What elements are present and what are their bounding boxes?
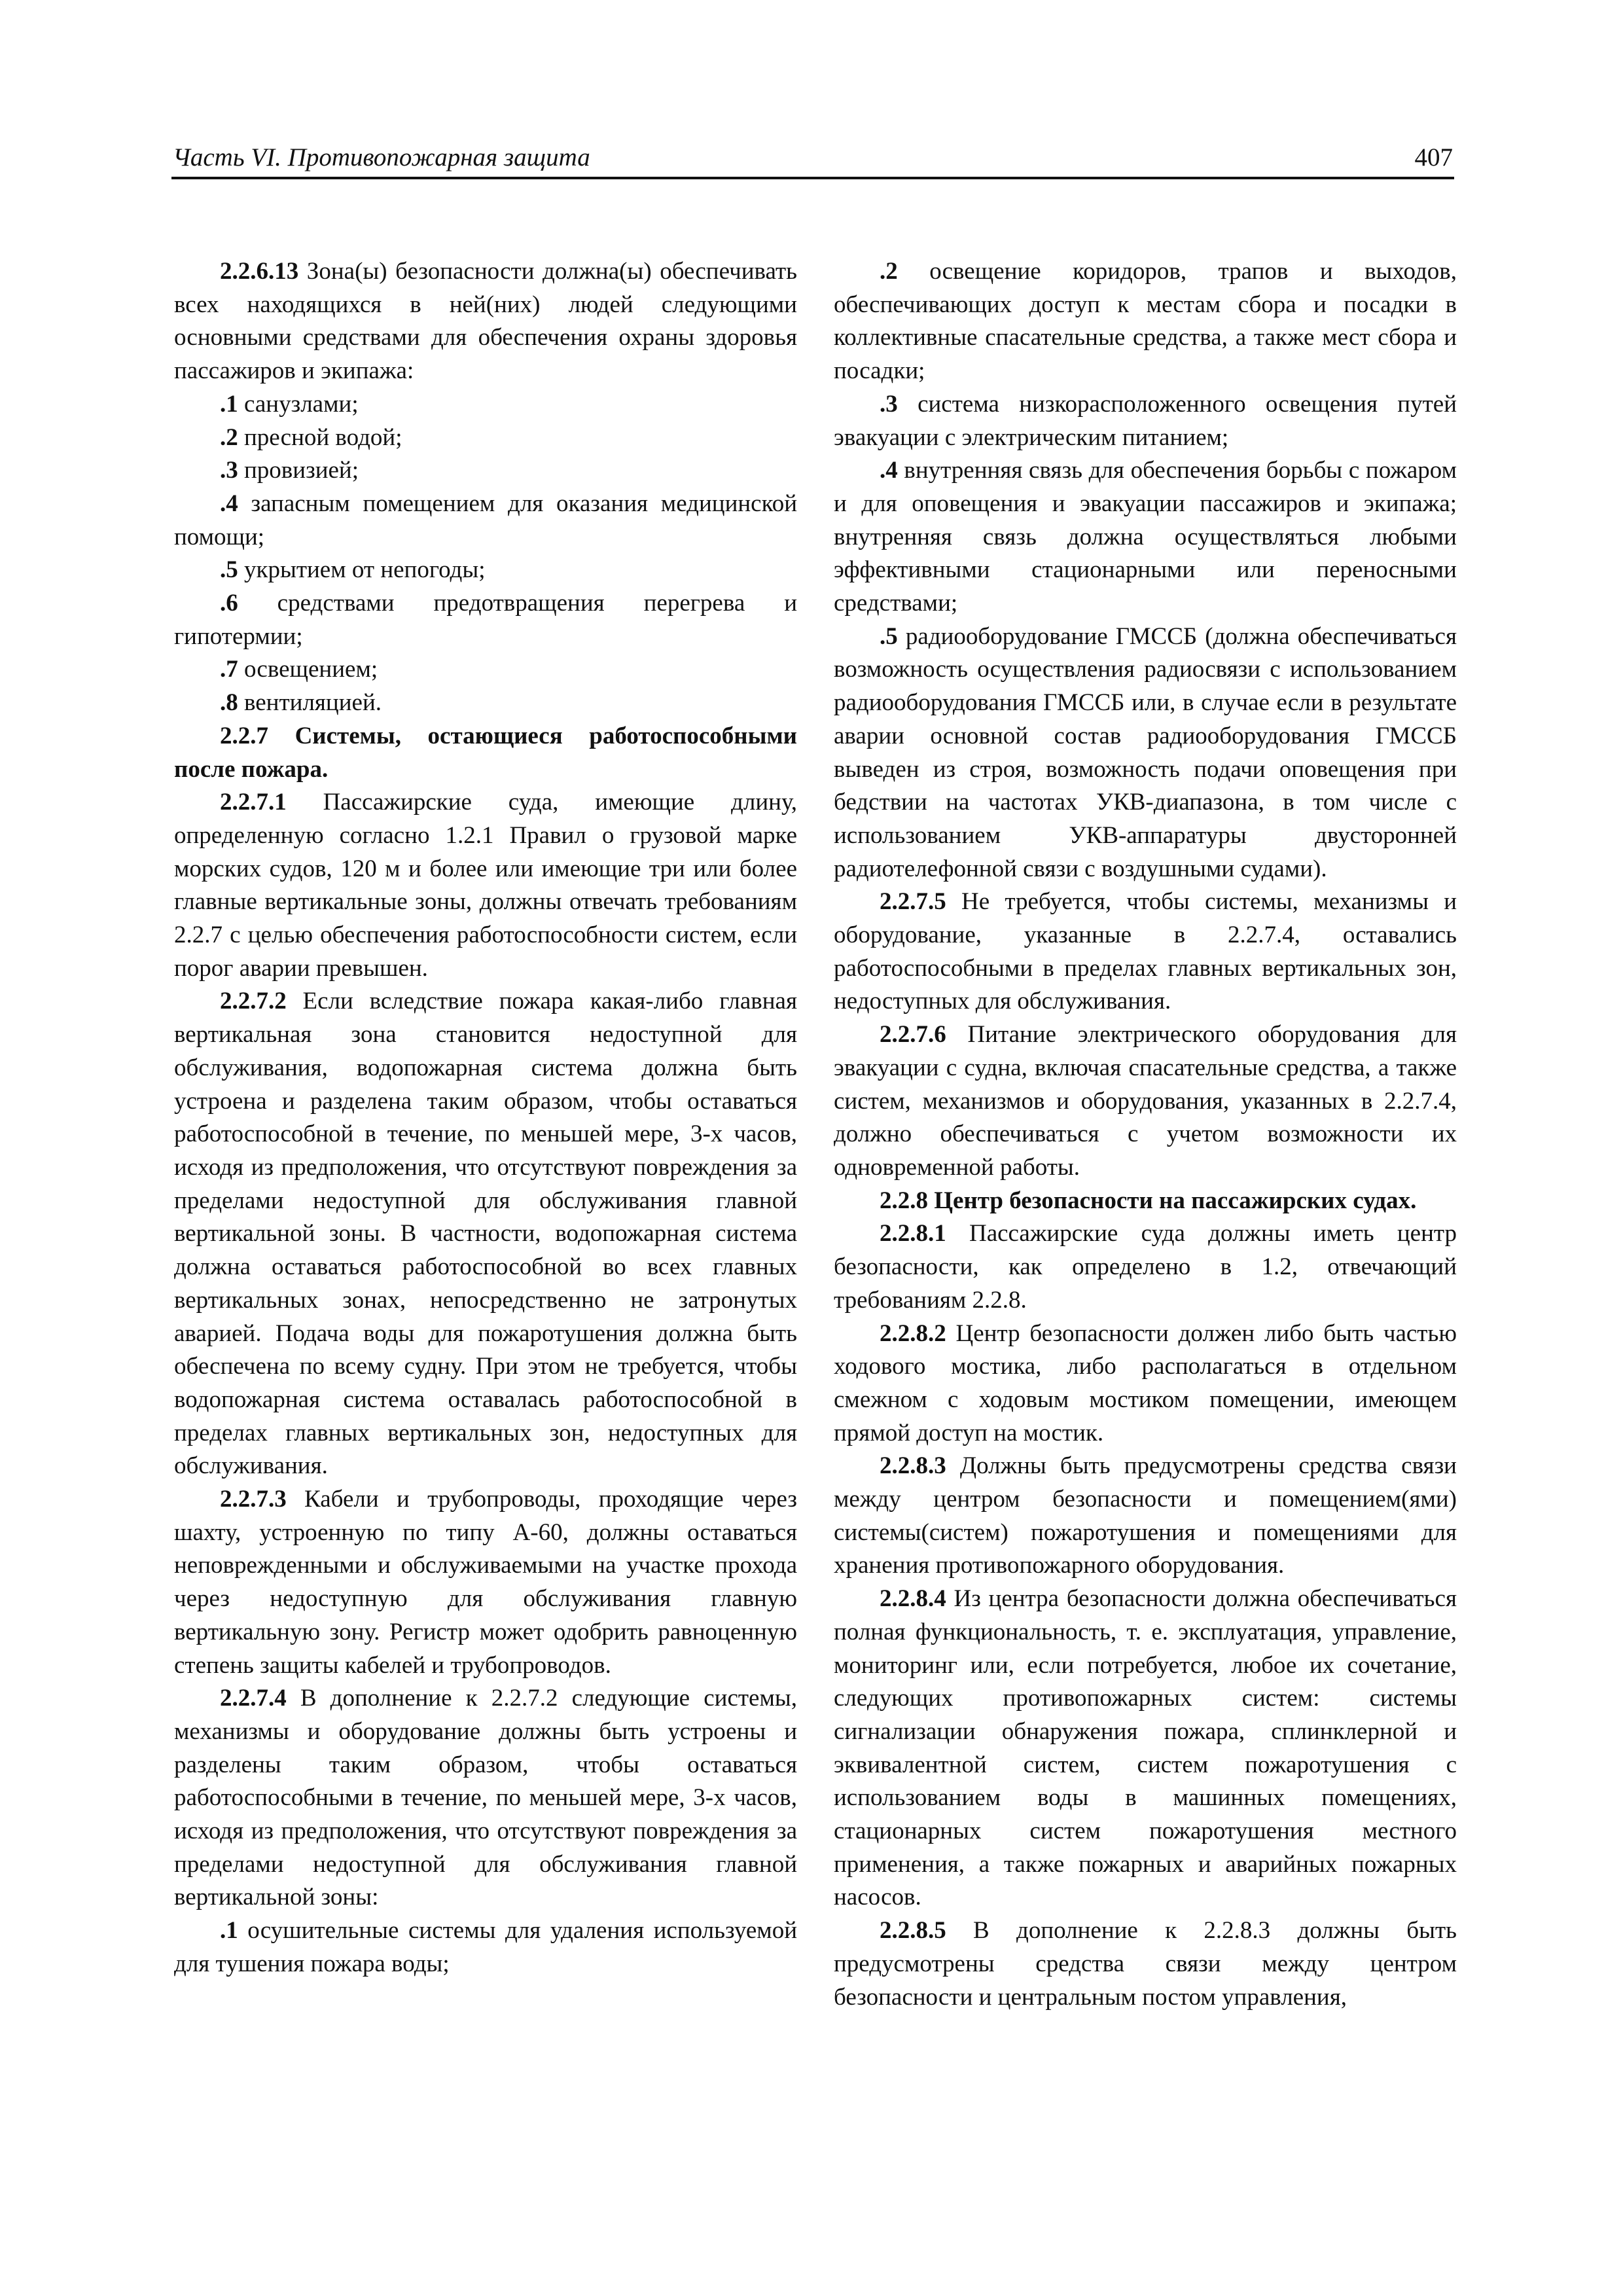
paragraph bbox=[834, 1450, 1457, 1583]
paragraph-text: В дополнение к 2.2.7.2 следующие системы, механизмы и оборудование должны быть устроены и разделены таким образом, чтобы оставаться работоспособными в течение, по меньшей мере, 3-х часов, исходя из предположения, что отсутствуют повреждения за пределами недоступной для обслуживания главной вертикальной зоны: bbox=[174, 1685, 797, 1911]
item-number: .1 bbox=[220, 390, 238, 418]
list-item bbox=[174, 554, 797, 587]
item-text: вентиляцией. bbox=[238, 689, 382, 717]
paragraph bbox=[174, 786, 797, 985]
paragraph-text: Кабели и трубопроводы, проходящие через шахту, устроенную по типу А-60, должны оставаться неповрежденными и обслуживаемыми на участке прохода через недоступную для обслуживания главную вертикальную зону. Регистр может одобрить равноценную степень защиты кабелей и трубопроводов. bbox=[174, 1486, 797, 1679]
list-item bbox=[174, 488, 797, 554]
item-number: .4 bbox=[880, 457, 898, 484]
list-item bbox=[174, 388, 797, 422]
paragraph-number: 2.2.8.1 bbox=[880, 1220, 946, 1247]
list-item bbox=[834, 255, 1457, 388]
list-item bbox=[834, 388, 1457, 454]
item-number: .3 bbox=[880, 390, 898, 418]
section-heading-text: 2.2.7 Системы, остающиеся работоспособными после пожара. bbox=[174, 722, 797, 783]
paragraph-text: Из центра безопасности должна обеспечиваться полная функциональность, т. е. эксплуатация, управление, мониторинг или, если потребуется, любое их сочетание, следующих противопожарных систем: системы сигнализации обнаружения пожара, сплинклерной и эквивалентной систем, систем пожаротушения с использованием воды в машинных помещениях, стационарных систем пожаротушения местного применения, а также пожарных и аварийных пожарных насосов. bbox=[834, 1585, 1457, 1911]
paragraph-number: 2.2.8.2 bbox=[880, 1319, 946, 1347]
item-text: внутренняя связь для обеспечения борьбы с пожаром и для оповещения и эвакуации пассажиров и экипажа; внутренняя связь должна осуществляться любыми эффективными стационарными или переносными средствами; bbox=[834, 457, 1457, 617]
paragraph-text: Питание электрического оборудования для эвакуации с судна, включая спасательные средства, а также систем, механизмов и оборудования, указанных в 2.2.7.4, должно обеспечиваться с учетом возможности их одновременной работы. bbox=[834, 1021, 1457, 1181]
paragraph-text: Должны быть предусмотрены средства связи между центром безопасности и помещением(ями) системы(систем) пожаротушения и помещениями для хранения противопожарного оборудования. bbox=[834, 1452, 1457, 1579]
item-text: средствами предотвращения перегрева и гипотермии; bbox=[174, 590, 797, 650]
paragraph bbox=[174, 1682, 797, 1914]
paragraph-text: Пассажирские суда должны иметь центр безопасности, как определено в 1.2, отвечающий требованиям 2.2.8. bbox=[834, 1220, 1457, 1314]
paragraph-text: Пассажирские суда, имеющие длину, определенную согласно 1.2.1 Правил о грузовой марке морских судов, 120 м и более или имеющие три или более главные вертикальные зоны, должны отвечать требованиям 2.2.7 с целью обеспечения работоспособности систем, если порог аварии превышен. bbox=[174, 789, 797, 982]
list-item bbox=[174, 422, 797, 455]
item-number: .2 bbox=[220, 423, 238, 451]
paragraph-number: 2.2.8.5 bbox=[880, 1917, 946, 1945]
item-number: .5 bbox=[220, 556, 238, 584]
running-header bbox=[171, 143, 1454, 179]
list-item bbox=[174, 587, 797, 653]
paragraph bbox=[834, 1318, 1457, 1450]
header-title: Часть VI. Противопожарная защита bbox=[173, 143, 590, 171]
paragraph-text: Центр безопасности должен либо быть частью ходового мостика, либо располагаться в отдельном смежном с ходовым мостиком помещении, имеющем прямой доступ на мостик. bbox=[834, 1319, 1457, 1446]
paragraph-text: Если вследствие пожара какая-либо главная вертикальная зона становится недоступной для обслуживания, водопожарная система должна быть устроена и разделена таким образом, чтобы оставаться работоспособной в течение, по меньшей мере, 3-х часов, исходя из предположения, что отсутствуют повреждения за пределами недоступной для обслуживания главной вертикальной зоны. В частности, водопожарная система должна оставаться работоспособной во всех главных вертикальных зонах, непосредственно не затронутых аварией. Подача воды для пожаротушения должна быть обеспечена по всему судну. При этом не требуется, чтобы водопожарная система оставалась работоспособной в пределах главных вертикальных зон, недоступных для обслуживания. bbox=[174, 988, 797, 1480]
list-item bbox=[174, 1914, 797, 1981]
item-text: санузлами; bbox=[238, 390, 359, 418]
item-text: система низкорасположенного освещения путей эвакуации с электрическим питанием; bbox=[834, 390, 1457, 451]
item-text: радиооборудование ГМССБ (должна обеспечиваться возможность осуществления радиосвязи с использованием радиооборудования ГМССБ или, в случае если в результате аварии основной состав радиооборудования ГМССБ выведен из строя, возможность подачи оповещения при бедствии на частотах УКВ-диапазона, в том числе с использованием УКВ-аппаратуры двусторонней радиотелефонной связи с воздушными судами). bbox=[834, 622, 1457, 882]
item-number: .8 bbox=[220, 689, 238, 717]
item-number: .6 bbox=[220, 590, 238, 617]
paragraph-number: 2.2.8.4 bbox=[880, 1585, 946, 1613]
paragraph-text: В дополнение к 2.2.8.3 должны быть предусмотрены средства связи между центром безопасности и центральным постом управления, bbox=[834, 1917, 1457, 2011]
item-text: провизией; bbox=[238, 457, 359, 484]
page-number: 407 bbox=[1414, 143, 1453, 171]
right-column bbox=[834, 255, 1457, 2014]
list-item bbox=[174, 454, 797, 488]
item-text: пресной водой; bbox=[238, 423, 402, 451]
item-number: .2 bbox=[880, 258, 898, 285]
section-heading bbox=[174, 720, 797, 786]
paragraph bbox=[174, 1483, 797, 1682]
item-text: освещение коридоров, трапов и выходов, обеспечивающих доступ к местам сбора и посадки в коллективные спасательные средства, а также мест сбора и посадки; bbox=[834, 258, 1457, 385]
item-text: запасным помещением для оказания медицинской помощи; bbox=[174, 490, 797, 550]
paragraph-number: 2.2.7.5 bbox=[880, 888, 946, 916]
paragraph bbox=[834, 1583, 1457, 1914]
item-number: .7 bbox=[220, 656, 238, 683]
section-heading-text: 2.2.8 Центр безопасности на пассажирских судах. bbox=[880, 1187, 1417, 1214]
item-number: .5 bbox=[880, 622, 898, 650]
paragraph bbox=[834, 1018, 1457, 1185]
paragraph-text: Не требуется, чтобы системы, механизмы и оборудование, указанные в 2.2.7.4, оставались работоспособными в пределах главных вертикальных зон, недоступных для обслуживания. bbox=[834, 888, 1457, 1015]
section-heading bbox=[834, 1185, 1457, 1218]
paragraph bbox=[834, 1914, 1457, 2014]
paragraph-number: 2.2.6.13 bbox=[220, 258, 299, 285]
item-number: .3 bbox=[220, 457, 238, 484]
paragraph bbox=[174, 985, 797, 1483]
paragraph bbox=[834, 1217, 1457, 1317]
item-text: осушительные системы для удаления используемой для тушения пожара воды; bbox=[174, 1917, 797, 1977]
paragraph bbox=[174, 255, 797, 388]
item-number: .4 bbox=[220, 490, 238, 517]
paragraph-number: 2.2.8.3 bbox=[880, 1452, 946, 1480]
paragraph-number: 2.2.7.4 bbox=[220, 1685, 287, 1712]
list-item bbox=[834, 454, 1457, 620]
item-number: .1 bbox=[220, 1917, 238, 1945]
paragraph-number: 2.2.7.2 bbox=[220, 988, 287, 1015]
paragraph-text: Зона(ы) безопасности должна(ы) обеспечивать всех находящихся в ней(них) людей следующими основными средствами для обеспечения охраны здоровья пассажиров и экипажа: bbox=[174, 258, 797, 385]
list-item bbox=[174, 687, 797, 720]
left-column bbox=[174, 255, 797, 1981]
list-item bbox=[174, 653, 797, 687]
paragraph bbox=[834, 886, 1457, 1018]
paragraph-number: 2.2.7.6 bbox=[880, 1021, 946, 1049]
list-item bbox=[834, 620, 1457, 886]
item-text: освещением; bbox=[238, 656, 378, 683]
paragraph-number: 2.2.7.1 bbox=[220, 789, 287, 816]
paragraph-number: 2.2.7.3 bbox=[220, 1486, 287, 1513]
item-text: укрытием от непогоды; bbox=[238, 556, 486, 584]
